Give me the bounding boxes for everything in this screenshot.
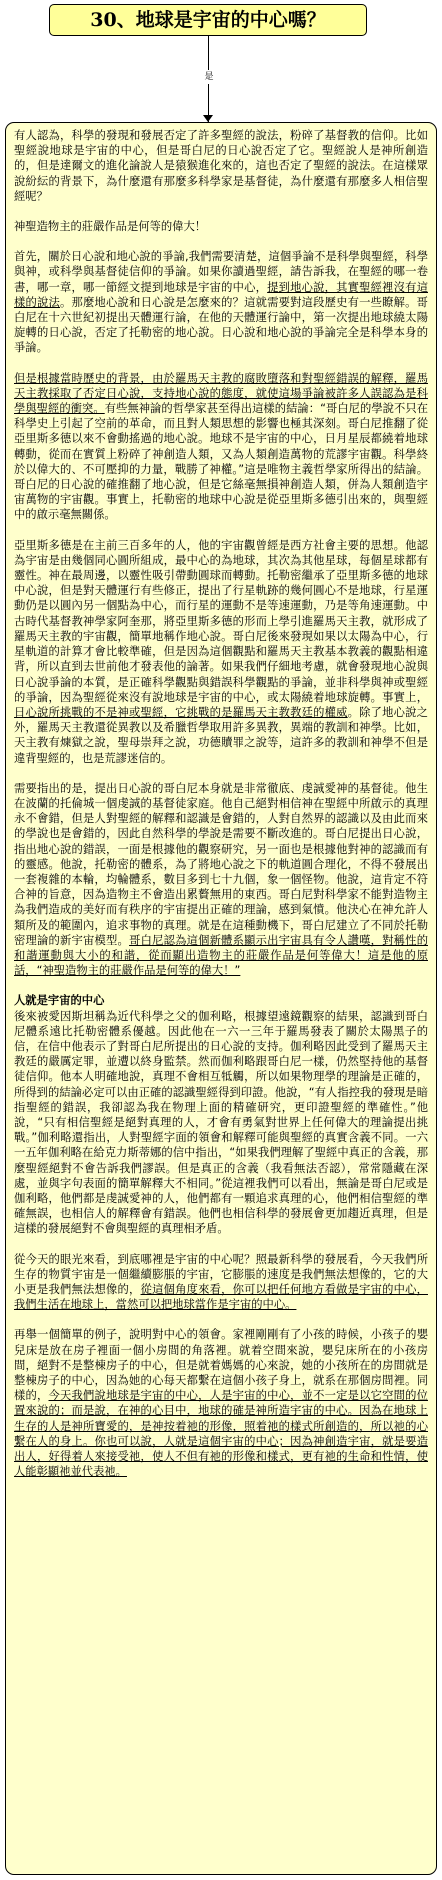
paragraph	[14, 538, 428, 766]
paragraph-text: 需要指出的是，提出日心說的哥白尼本身就是非常徹底、虔誠愛神的基督徒。他生在波蘭的托倫城一個虔誠的基督徒家庭。他自己絕對相信神在聖經中所啟示的真理永不會錯，但是人對聖經的解釋和認識是會錯的，人對自然界的認識以及由此而來的學說也是會錯的，因此自然科學的學說是需要不斷改進的。哥白尼提出日心說，指出地心說的錯誤，一面是根據他的觀察研究，另一面也是根據他對神的認識而有的靈感。他說，托勒密的體系，為了將地心說之下的軌道圓合理化，不得不發展出一套複雜的本輪，均輪體系，數目多到七十九個，象一個怪物。他說，這肯定不符合神的旨意，因為造物主不會造出累贅無用的東西。哥白尼對科學家不能對造物主為我們造成的美好而有秩序的宇宙提出正確的理論，感到氣憤。他決心在神允許人類所及的範圍內，追求事物的真理。就是在這種動機下，哥白尼建立了不同於托勒密理論的新宇宙模型。	[14, 781, 428, 947]
underlined-text: 今天我們說地球是宇宙的中心，人是宇宙的中心，並不一定是以它空間的位置來說的；而是說，在神的心目中，地球的確是神所造宇宙的中心。因為在地球上生存的人是神所寶愛的，是神按着祂的形像，照着祂的樣式所創造的，所以祂的心繫在人的身上。你也可以說，人就是這個宇宙的中心；因為神創造宇宙，就是要造出人，好得着人來接受祂，使人不但有祂的形像和樣式，更有祂的生命和性情，使人能彰顯祂並代表祂。	[14, 1389, 428, 1479]
paragraph-text: 後來被愛因斯坦稱為近代科學之父的伽利略，根據望遠鏡觀察的結果，認識到哥白尼體系遠比托勒密體系優越。因此他在一六一三年于羅馬發表了關於太陽黑子的信，在信中他表示了對哥白尼所提出的日心說的支持。伽利略因此受到了羅馬天主教廷的嚴厲定罪，並遭以終身監禁。然而伽利略跟哥白尼一樣，仍然堅持他的基督徒信仰。他本人明確地說，真理不會相互牴觸，所以如果物理學的理論是正確的，所得到的結論必定可以由正確的認識聖經得到印證。他說，“有人指控我的發現是暗指聖經的錯誤，我卻認為我在物理上面的精確研究，更印證聖經的準確性。”他說，“只有相信聖經是絕對真理的人，才會有勇氣對世界上任何偉大的理論提出挑戰。”伽利略還指出，人對聖經字面的領會和解釋可能與聖經的真實含義不同。一六一五年伽利略在給克力斯蒂娜的信中指出，“如果我們理解了聖經中真正的含義，那麼聖經絕對不會告訴我們謬誤。但是真正的含義（我看無法否認），常常隱藏在深處，並與字句表面的簡單解釋大不相同。”從這裡我們可以看出，無論是哥白尼或是伽利略，他們都是虔誠愛神的人，他們都有一顆追求真理的心，他們相信聖經的準確無誤，也相信人的解釋會有錯誤。他們也相信科學的發展會更加趨近真理，但是這樣的發展絕對不會與聖經的真理相矛盾。	[14, 1009, 428, 1236]
paragraph-text: 神聖造物主的莊嚴作品是何等的偉大！	[14, 220, 207, 234]
paragraph	[14, 371, 428, 523]
paragraph-text: 。除了地心說之外，羅馬天主教還從異教以及希臘哲學取用許多異教，異端的教訓和神學。比如，天主教有煉獄之說，聖母崇拜之說，功德贖罪之說等，這許多的教訓和神學不但是違背聖經的，也是荒謬迷信的。	[14, 705, 428, 765]
paragraph	[14, 249, 428, 355]
title-node	[49, 4, 367, 36]
paragraph-text: 再舉一個簡單的例子，說明對中心的領會。家裡剛剛有了小孩的時候，小孩子的嬰兒床是放在房子裡面一個小房間的角落裡。就着空間來說，嬰兒床所在的小孩房間，絕對不是整棟房子的中心，但是就着媽媽的心來說，她的小孩所在的房間就是整棟房子的中心，因為她的心每天都繫在這個小孩子身上，就系在那個房間裡。同樣的，	[14, 1328, 428, 1403]
content-node	[5, 122, 437, 1875]
paragraph-text: 有人認為，科學的發現和發展否定了許多聖經的說法，粉碎了基督教的信仰。比如聖經說地球是宇宙的中心，但是哥白尼的日心說否定了它。聖經說人是神所創造的，但是達爾文的進化論說人是猿猴進化來的，這也否定了聖經的說法。在這樣眾說紛紜的背景下，為什麼還有那麼多科學家是基督徒，為什麼還有那麼多人相信聖經呢？	[14, 129, 428, 203]
paragraph	[14, 781, 428, 979]
paragraph	[14, 128, 428, 204]
section-heading: 人就是宇宙的中心	[14, 994, 105, 1008]
paragraph	[14, 219, 428, 234]
paragraph	[14, 1252, 428, 1313]
title-text: 30、地球是宇宙的中心嗎？	[90, 9, 326, 31]
connector-label: 是	[200, 70, 218, 84]
paragraph-text: 有些無神論的哲學家甚至得出這樣的結論：“哥白尼的學說不只在科學史上引起了空前的革命，而且對人類思想的影響也極其深刻。哥白尼推翻了從亞里斯多德以來不會動搖過的地心說。地球不是宇宙的中心，日月星辰都繞着地球轉動，從而在實質上粉碎了神創造人類，又為人類創造萬物的荒謬宇宙觀。科學終於以偉大的、不可壓抑的力量，戰勝了神權。”這是唯物主義哲學家所得出的結論。哥白尼的日心說的確推翻了地心說，但是它絲毫無損神創造人類，併為人類創造宇宙萬物的宇宙觀。事實上，托勒密的地球中心說是從亞里斯多德引出來的，與聖經中的啟示毫無關係。	[14, 402, 428, 522]
underlined-text: 日心說所挑戰的不是神或聖經，它挑戰的是羅馬天主教教廷的權威	[14, 705, 348, 719]
paragraph	[14, 1327, 428, 1479]
paragraph-text: 。那麼地心說和日心說是怎麼來的？這就需要對這段歷史有一些瞭解。哥白尼在十六世紀初提出天體運行論，在他的天體運行論中，第一次提出地球繞太陽旋轉的日心說，否定了托勒密的地心說。日心說和地心說的爭論完全是科學本身的爭論。	[14, 295, 428, 355]
underlined-text: 從這個角度來看，你可以把任何地方看做是宇宙的中心，我們生活在地球上，當然可以把地球當作是宇宙的中心。	[14, 1283, 428, 1312]
underlined-text: 提到地心說，其實聖經裡沒有這樣的說法	[14, 280, 428, 309]
paragraph-text: 亞里斯多德是在主前三百多年的人，他的宇宙觀曾經是西方社會主要的思想。他認為宇宙是由幾個同心圓所組成，最中心的為地球，其次為其他星球，每個星球都有靈性。神在最周邊，以靈性吸引帶動圓球而轉動。托勒密繼承了亞里斯多德的地球中心說，但是對天體運行有些修正，提出了行星軌跡的幾何圓心不是地球，行星運動仍是以圓內另一個點為中心，而行星的運動不是等速運動，乃是等角速運動。中古時代基督教神學家阿奎那，將亞里斯多德的形而上學引進羅馬天主教，就形成了羅馬天主教的宇宙觀，簡單地稱作地心說。哥白尼後來發現如果以太陽為中心，行星軌道的計算才會比較準確，但是因為這個觀點和羅馬天主教基本教義的觀點相違背，所以直到去世前他才發表他的論著。如果我們仔細地考慮，就會發現地心說與日心說爭論的本質，是正確科學觀點與錯誤科學觀點的爭論，並非科學與神或聖經的爭論，因為聖經從來沒有說地球是宇宙的中心，或太陽繞着地球旋轉。事實上，	[14, 538, 428, 704]
paragraph	[14, 1009, 428, 1237]
paragraph-text: 從今天的眼光來看，到底哪裡是宇宙的中心呢？照最新科學的發展看，今天我們所生存的物質宇宙是一個繼續膨脹的宇宙，它膨脹的速度是我們無法想像的，它的大小更是我們無法想像的，	[14, 1252, 428, 1297]
underlined-text: 哥白尼認為這個新體系顯示出宇宙具有令人讚嘆，對稱性的和諧運動與大小的和諧，從而顯出造物主的莊嚴作品是何等偉大！這是他的原話，“神聖造物主的莊嚴作品是何等的偉大！”	[14, 933, 428, 978]
underlined-text: 但是根據當時歷史的背景，由於羅馬天主教的腐敗墮落和對聖經錯誤的解釋，羅馬天主教採取了否定日心說，支持地心說的態度，就使這場爭論被許多人誤認為是科學與聖經的衝突。	[14, 371, 428, 416]
arrow-head-icon	[203, 115, 213, 122]
paragraph-text: 首先，關於日心說和地心說的爭論,我們需要清楚，這個爭論不是科學與聖經，科學與神，或科學與基督徒信仰的爭論。如果你讀過聖經，請告訴我，在聖經的哪一卷書，哪一章，哪一節經文提到地球是宇宙的中心，	[14, 250, 428, 294]
